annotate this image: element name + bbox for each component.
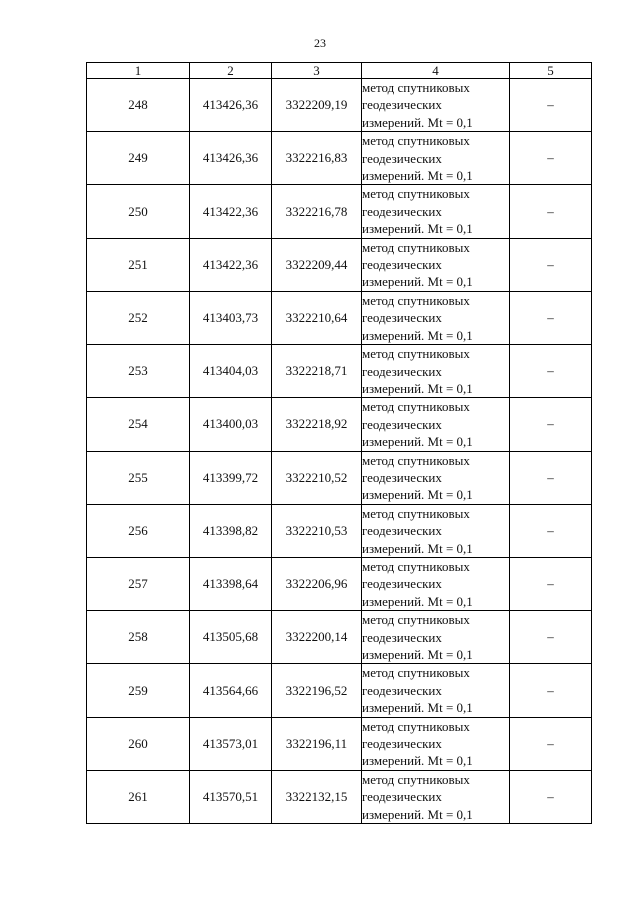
point-number-cell: 251 xyxy=(87,238,190,291)
method-line: измерений. Mt = 0,1 xyxy=(362,647,473,662)
method-line: измерений. Mt = 0,1 xyxy=(362,700,473,716)
x-coordinate-cell: 413398,82 xyxy=(190,504,272,557)
method-cell xyxy=(362,664,510,717)
method-line: метод спутниковых xyxy=(362,239,470,255)
method-cell xyxy=(362,132,510,185)
y-coordinate-cell: 3322218,71 xyxy=(272,345,362,398)
x-coordinate-cell: 413426,36 xyxy=(190,79,272,132)
description-cell: – xyxy=(510,238,592,291)
method-line: измерений. Mt = 0,1 xyxy=(362,593,473,609)
method-cell xyxy=(362,185,510,238)
method-line: измерений. Mt = 0,1 xyxy=(362,221,473,237)
y-coordinate-cell: 3322210,53 xyxy=(272,504,362,557)
x-coordinate-cell: 413404,03 xyxy=(190,345,272,398)
table-row xyxy=(87,291,592,344)
method-line: геодезических xyxy=(362,629,442,645)
table-row xyxy=(87,611,592,664)
method-line: метод спутниковых xyxy=(362,80,470,95)
description-cell: – xyxy=(510,504,592,557)
table-row xyxy=(87,770,592,823)
method-line: измерений. Mt = 0,1 xyxy=(362,114,473,130)
method-line: измерений. Mt = 0,1 xyxy=(362,168,473,184)
table-row xyxy=(87,345,592,398)
description-cell: – xyxy=(510,557,592,610)
method-line: геодезических xyxy=(362,97,442,113)
x-coordinate-cell: 413422,36 xyxy=(190,238,272,291)
coordinates-table xyxy=(86,62,592,824)
method-line: геодезических xyxy=(362,682,442,698)
method-line: измерений. Mt = 0,1 xyxy=(362,487,473,503)
table-row xyxy=(87,132,592,185)
page-number: 23 xyxy=(314,36,326,50)
description-cell: – xyxy=(510,770,592,823)
method-cell xyxy=(362,611,510,664)
method-line: метод спутниковых xyxy=(362,292,470,308)
method-line: геодезических xyxy=(362,736,442,752)
method-line: измерений. Mt = 0,1 xyxy=(362,806,473,822)
method-line: геодезических xyxy=(362,150,442,166)
y-coordinate-cell: 3322209,44 xyxy=(272,238,362,291)
y-coordinate-cell: 3322196,11 xyxy=(272,717,362,770)
method-cell xyxy=(362,717,510,770)
y-coordinate-cell: 3322210,64 xyxy=(272,291,362,344)
column-header: 1 xyxy=(87,63,190,79)
point-number-cell: 257 xyxy=(87,557,190,610)
table-row xyxy=(87,238,592,291)
description-cell: – xyxy=(510,345,592,398)
x-coordinate-cell: 413422,36 xyxy=(190,185,272,238)
method-line: метод спутниковых xyxy=(362,346,470,362)
method-cell xyxy=(362,504,510,557)
method-line: метод спутниковых xyxy=(362,718,470,734)
y-coordinate-cell: 3322132,15 xyxy=(272,770,362,823)
description-cell: – xyxy=(510,291,592,344)
x-coordinate-cell: 413399,72 xyxy=(190,451,272,504)
point-number-cell: 253 xyxy=(87,345,190,398)
point-number-cell: 259 xyxy=(87,664,190,717)
point-number-cell: 261 xyxy=(87,770,190,823)
description-cell: – xyxy=(510,717,592,770)
method-line: метод спутниковых xyxy=(362,452,470,468)
y-coordinate-cell: 3322216,78 xyxy=(272,185,362,238)
x-coordinate-cell: 413573,01 xyxy=(190,717,272,770)
y-coordinate-cell: 3322210,52 xyxy=(272,451,362,504)
method-line: измерений. Mt = 0,1 xyxy=(362,380,473,396)
table-row xyxy=(87,557,592,610)
method-cell xyxy=(362,238,510,291)
method-line: измерений. Mt = 0,1 xyxy=(362,540,473,556)
column-header: 3 xyxy=(272,63,362,79)
method-line: метод спутниковых xyxy=(362,771,470,787)
point-number-cell: 260 xyxy=(87,717,190,770)
description-cell: – xyxy=(510,451,592,504)
method-line: измерений. Mt = 0,1 xyxy=(362,327,473,343)
point-number-cell: 249 xyxy=(87,132,190,185)
method-line: измерений. Mt = 0,1 xyxy=(362,274,473,290)
method-cell xyxy=(362,557,510,610)
method-cell xyxy=(362,451,510,504)
method-line: геодезических xyxy=(362,576,442,592)
x-coordinate-cell: 413426,36 xyxy=(190,132,272,185)
method-line: метод спутниковых xyxy=(362,558,470,574)
method-line: геодезических xyxy=(362,257,442,273)
method-line: метод спутниковых xyxy=(362,133,470,149)
y-coordinate-cell: 3322200,14 xyxy=(272,611,362,664)
x-coordinate-cell: 413564,66 xyxy=(190,664,272,717)
table-row xyxy=(87,398,592,451)
point-number-cell: 258 xyxy=(87,611,190,664)
point-number-cell: 252 xyxy=(87,291,190,344)
method-cell xyxy=(362,345,510,398)
table-row xyxy=(87,717,592,770)
method-line: геодезических xyxy=(362,469,442,485)
description-cell: – xyxy=(510,79,592,132)
method-line: геодезических xyxy=(362,523,442,539)
x-coordinate-cell: 413400,03 xyxy=(190,398,272,451)
point-number-cell: 255 xyxy=(87,451,190,504)
method-line: геодезических xyxy=(362,416,442,432)
method-cell xyxy=(362,79,510,132)
x-coordinate-cell: 413505,68 xyxy=(190,611,272,664)
y-coordinate-cell: 3322206,96 xyxy=(272,557,362,610)
y-coordinate-cell: 3322196,52 xyxy=(272,664,362,717)
method-line: метод спутниковых xyxy=(362,399,470,415)
method-line: метод спутниковых xyxy=(362,665,470,681)
description-cell: – xyxy=(510,398,592,451)
description-cell: – xyxy=(510,185,592,238)
method-cell xyxy=(362,291,510,344)
description-cell: – xyxy=(510,611,592,664)
point-number-cell: 250 xyxy=(87,185,190,238)
method-line: измерений. Mt = 0,1 xyxy=(362,753,473,769)
method-line: геодезических xyxy=(362,789,442,805)
y-coordinate-cell: 3322218,92 xyxy=(272,398,362,451)
method-line: метод спутниковых xyxy=(362,612,470,628)
method-line: измерений. Mt = 0,1 xyxy=(362,434,473,450)
y-coordinate-cell: 3322209,19 xyxy=(272,79,362,132)
table-row xyxy=(87,664,592,717)
method-line: геодезических xyxy=(362,203,442,219)
method-cell xyxy=(362,770,510,823)
table-row xyxy=(87,504,592,557)
method-line: геодезических xyxy=(362,363,442,379)
column-header: 5 xyxy=(510,63,592,79)
method-line: геодезических xyxy=(362,310,442,326)
y-coordinate-cell: 3322216,83 xyxy=(272,132,362,185)
method-line: метод спутниковых xyxy=(362,505,470,521)
description-cell: – xyxy=(510,664,592,717)
table-row xyxy=(87,451,592,504)
column-header: 2 xyxy=(190,63,272,79)
method-line: метод спутниковых xyxy=(362,186,470,202)
table-body xyxy=(87,79,592,824)
table-row xyxy=(87,79,592,132)
method-cell xyxy=(362,398,510,451)
point-number-cell: 248 xyxy=(87,79,190,132)
description-cell: – xyxy=(510,132,592,185)
x-coordinate-cell: 413398,64 xyxy=(190,557,272,610)
x-coordinate-cell: 413403,73 xyxy=(190,291,272,344)
point-number-cell: 254 xyxy=(87,398,190,451)
point-number-cell: 256 xyxy=(87,504,190,557)
table-row xyxy=(87,185,592,238)
table-header-row xyxy=(87,63,592,79)
column-header: 4 xyxy=(362,63,510,79)
x-coordinate-cell: 413570,51 xyxy=(190,770,272,823)
